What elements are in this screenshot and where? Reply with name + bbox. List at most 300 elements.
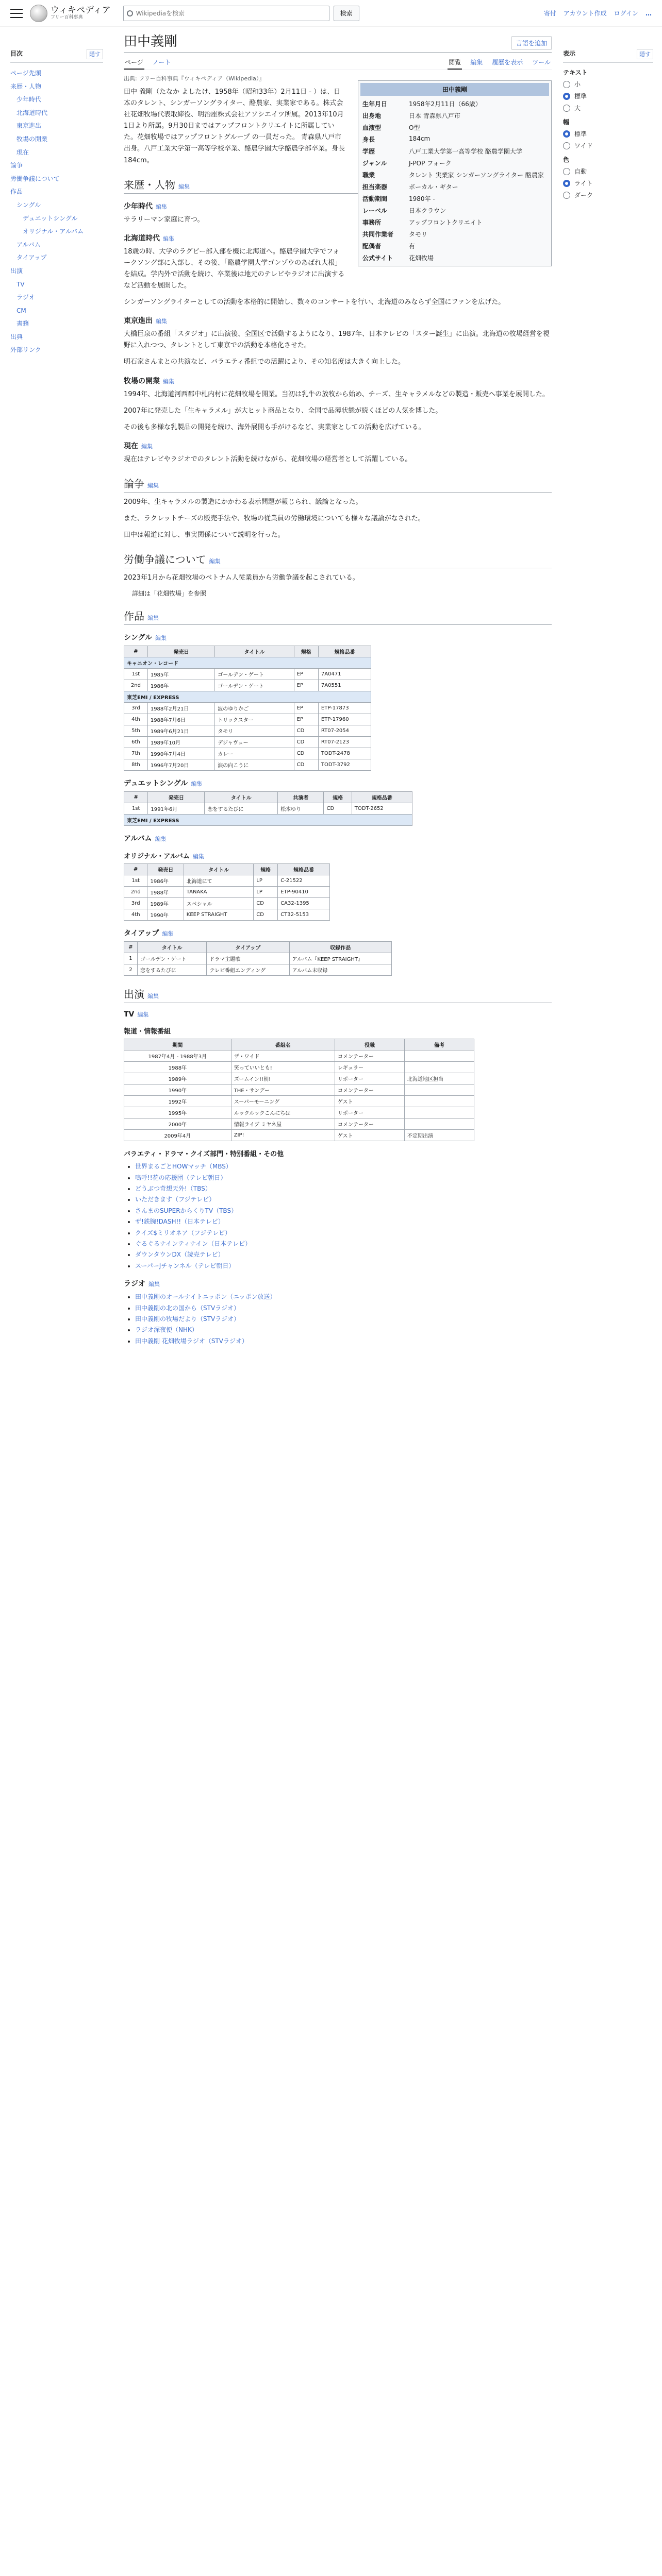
table-cell: 1990年 <box>124 1084 231 1096</box>
edit-link[interactable]: 編集 <box>147 482 159 489</box>
table-cell: 1996年7月20日 <box>147 759 214 771</box>
program-link[interactable]: ザ!鉄腕!DASH!!（日本テレビ） <box>135 1218 224 1226</box>
table-cell: LP <box>254 875 278 887</box>
band-row <box>124 815 412 826</box>
paragraph: 1994年、北海道河西郡中札内村に花畑牧場を開業。当初は乳牛の放牧から始め、チーズ、生キャラメルなどの製造・販売へ事業を展開した。 <box>124 390 549 398</box>
section-heading: 論争 編集 <box>124 476 552 493</box>
paragraph: 2023年1月から花畑牧場のベトナム人従業員から労働争議を起こされている。 <box>124 574 359 582</box>
column-header: タイトル <box>215 646 294 657</box>
infobox-value: 1958年2月11日（66歳） <box>409 100 482 108</box>
table-row <box>124 759 371 771</box>
table-row <box>124 953 392 964</box>
column-header: 番組名 <box>231 1039 335 1050</box>
program-link[interactable]: クイズ$ミリオネア（フジテレビ） <box>135 1229 231 1236</box>
program-link[interactable]: 田中義剛の牧場だより（STVラジオ） <box>135 1315 240 1323</box>
appearance-panel <box>563 49 653 202</box>
tab-read[interactable]: 閲覧 <box>448 56 462 70</box>
edit-link[interactable]: 編集 <box>148 1281 160 1288</box>
hamburger-menu-icon[interactable] <box>10 9 23 18</box>
table-row <box>124 1062 474 1073</box>
tab-history[interactable]: 履歴を表示 <box>492 59 523 66</box>
column-header: 収録作品 <box>289 942 391 953</box>
search-input[interactable] <box>136 10 326 17</box>
radio-list <box>124 1292 552 1346</box>
toc-item[interactable]: 論争 <box>10 162 23 170</box>
table-cell: 1991年6月 <box>148 803 205 815</box>
paragraph: また、ラクレットチーズの販売手法や、牧場の従業員の労働環境についても様々な議論がなされた。 <box>124 514 425 522</box>
page-title: 田中義剛 <box>124 34 178 49</box>
table-cell <box>404 1084 474 1096</box>
list-item <box>135 1261 552 1271</box>
infobox-row <box>360 216 549 228</box>
table-cell: 波のゆりかご <box>215 703 294 714</box>
table-cell: 不定期出演 <box>404 1130 474 1141</box>
subsection-heading: 北海道時代 編集 <box>124 234 174 243</box>
list-item <box>135 1228 552 1238</box>
login-link[interactable]: ログイン <box>614 10 638 17</box>
table-header-row <box>124 942 392 953</box>
subsection-heading: デュエットシングル 編集 <box>124 779 203 788</box>
table-cell: 3rd <box>124 703 148 714</box>
table-cell: RT07-2054 <box>318 725 371 737</box>
infobox-label: 公式サイト <box>362 255 393 262</box>
table-row <box>124 1096 474 1107</box>
table-cell: スペシャル <box>184 898 254 909</box>
infobox-label: 出身地 <box>362 112 382 120</box>
subsection-heading: ラジオ 編集 <box>124 1280 160 1289</box>
program-link[interactable]: 田中義剛 花畑牧場ラジオ（STVラジオ） <box>135 1337 248 1345</box>
list-item <box>135 1216 552 1227</box>
infobox-row <box>360 110 549 122</box>
subsection-heading: TV 編集 <box>124 1010 149 1019</box>
program-link[interactable]: 田中義剛のオールナイトニッポン（ニッポン放送） <box>135 1293 276 1301</box>
list-item <box>135 1292 552 1302</box>
toc-item[interactable]: デュエットシングル <box>23 214 78 222</box>
paragraph: 明石家さんまとの共演など、バラエティ番組での活躍により、その知名度は大きく向上した。 <box>124 358 405 366</box>
table-row <box>124 1107 474 1118</box>
radio-button-icon[interactable] <box>563 130 570 138</box>
table-row <box>124 748 371 759</box>
table-cell: 1986年 <box>147 875 184 887</box>
table-cell: 7A0551 <box>318 680 371 691</box>
edit-link[interactable]: 編集 <box>141 443 153 450</box>
infobox-row <box>360 181 549 193</box>
table-cell: ゲスト <box>335 1130 404 1141</box>
infobox-label: 生年月日 <box>362 100 388 108</box>
edit-link[interactable]: 編集 <box>155 635 167 642</box>
table-cell: CD <box>294 759 318 771</box>
search-button[interactable]: 検索 <box>334 6 359 21</box>
table-cell: 笑っていいとも! <box>231 1062 335 1073</box>
infobox-value: J-POP フォーク <box>409 160 452 167</box>
paragraph: シンガーソングライターとしての活動を本格的に開始し、数々のコンサートを行い、北海道のみならず全国にファンを広げた。 <box>124 298 505 307</box>
option-width_opts[interactable] <box>563 129 653 138</box>
edit-link[interactable]: 編集 <box>162 930 174 938</box>
toc-item[interactable]: 来歴・人物 <box>10 82 42 90</box>
table-cell: リポーター <box>335 1073 404 1084</box>
subsection-heading: 東京進出 編集 <box>124 317 167 326</box>
infobox-row <box>360 169 549 181</box>
band-row <box>124 691 371 703</box>
option-text_opts[interactable] <box>563 80 653 89</box>
appearance-title: 表示 <box>563 50 576 57</box>
list-item <box>135 1183 552 1194</box>
column-header: 発売日 <box>147 864 184 875</box>
edit-link[interactable]: 編集 <box>163 378 174 385</box>
table-cell: 松本ゆり <box>278 803 324 815</box>
program-link[interactable]: 世界まるごとHOWマッチ（MBS） <box>135 1163 232 1171</box>
table-header-row <box>124 1039 474 1050</box>
column-header: タイトル <box>205 792 278 803</box>
infobox-table <box>360 98 549 264</box>
column-header: タイアップ <box>207 942 289 953</box>
column-header: 共演者 <box>278 792 324 803</box>
toc-item[interactable]: ページ先頭 <box>10 70 41 77</box>
toc-item[interactable]: TV <box>16 280 25 288</box>
table-row <box>124 803 412 815</box>
infobox-title: 田中義剛 <box>360 83 549 96</box>
edit-link[interactable]: 編集 <box>137 1011 149 1019</box>
option-color_opts[interactable] <box>563 191 653 199</box>
infobox-row <box>360 205 549 216</box>
toc-item[interactable]: 東京進出 <box>16 122 42 130</box>
infobox-value: タモリ <box>409 231 428 238</box>
table-of-contents <box>10 49 103 357</box>
subsection-heading: タイアップ 編集 <box>124 929 174 938</box>
table-cell: 1985年 <box>147 669 214 680</box>
list-item <box>135 1303 552 1313</box>
subsection-heading: 牧場の開業 編集 <box>124 377 174 385</box>
table-cell: ゲスト <box>335 1096 404 1107</box>
table-cell: 2 <box>124 964 138 976</box>
tab-edit[interactable]: 編集 <box>470 59 483 66</box>
infobox-label: 事務所 <box>362 219 382 226</box>
table-row <box>124 1073 474 1084</box>
radio-button-icon[interactable] <box>563 180 570 187</box>
table-cell: 1988年7月6日 <box>147 714 214 725</box>
table-cell: 1989年10月 <box>147 737 214 748</box>
table-row <box>124 887 330 898</box>
radio-button-icon[interactable] <box>563 192 570 199</box>
table-row <box>124 703 371 714</box>
lead-paragraph: 田中 義剛（たなか よしたけ、1958年（昭和33年）2月11日 - ）は、日本のタレント、シンガーソングライター、酪農家、実業家である。株式会社花畑牧場代表取締役、明治座株式会社アソシエイツ所属。2013年10月1日より所属。9月30日まではアップフロントクリエイトに所属していた。花畑牧場ではアップフロントグループ の一員だった。 青森県八戸市出身。八戸工業大学第一高等学校卒業、酪農学園大学酪農学部卒業。身長184cm。 <box>124 88 345 164</box>
table-cell: CA32-1395 <box>278 898 330 909</box>
width-label: 幅 <box>563 118 570 126</box>
edit-link[interactable]: 編集 <box>147 615 159 622</box>
top-header <box>0 0 662 27</box>
infobox-value: 日本 青森県八戸市 <box>409 112 460 120</box>
column-header: 規格 <box>294 646 318 657</box>
table-cell <box>404 1118 474 1130</box>
list-item <box>135 1325 552 1335</box>
table-row <box>124 1118 474 1130</box>
site-logo[interactable] <box>30 5 111 22</box>
option-text_opts[interactable] <box>563 104 653 112</box>
duet-singles-table <box>124 791 412 826</box>
table-cell: スーパーモーニング <box>231 1096 335 1107</box>
paragraph: 田中は報道に対し、事実関係について説明を行った。 <box>124 531 285 539</box>
infobox-value: タレント 実業家 シンガーソングライター 酪農家 <box>409 172 544 179</box>
infobox-value: 日本クラウン <box>409 207 446 214</box>
toc-item[interactable]: CM <box>16 307 26 314</box>
table-cell: EP <box>294 680 318 691</box>
table-cell: ETP-17960 <box>318 714 371 725</box>
paragraph: 18歳の時、大学のラグビー部入部を機に北海道へ。酪農学園大学でフォークソング部に入部し、その後、「酪農学園大学ゴンゾウのあばれ大根」を結成。学内外で活動を続け、卒業後は地元のテレビやラジオに出演するなど活動を展開した。 <box>124 247 345 290</box>
radio-button-icon[interactable] <box>563 168 570 175</box>
radio-button-icon[interactable] <box>563 81 570 88</box>
table-cell: 1st <box>124 875 147 887</box>
table-cell: 2nd <box>124 887 147 898</box>
toc-item[interactable]: ラジオ <box>16 294 36 301</box>
article <box>124 31 552 1347</box>
toc-item[interactable]: 現在 <box>16 148 29 156</box>
list-item <box>135 1336 552 1346</box>
site-tagline: フリー百科事典 <box>51 14 83 20</box>
subsection-heading: 現在 編集 <box>124 442 153 450</box>
table-row <box>124 714 371 725</box>
label-band: 東芝EMI / EXPRESS <box>124 691 371 703</box>
appearance-hide-button[interactable]: 隠す <box>637 49 653 59</box>
paragraph: 大橋巨泉の番組「スタジオ」に出演後、全国区で活動するようになり、1987年、日本テレビの「スター誕生」に出演。北海道の牧場経営を視野に入れつつ、タレントとして東京での活動を本格化させた。 <box>124 330 550 350</box>
program-link[interactable]: ぐるぐるナインティナイン（日本テレビ） <box>135 1240 252 1247</box>
option-label: ライト <box>574 180 593 187</box>
infobox-row <box>360 240 549 252</box>
column-header: # <box>124 792 148 803</box>
edit-link[interactable]: 編集 <box>147 993 159 1000</box>
table-cell: EP <box>294 714 318 725</box>
toc-item[interactable]: タイアップ <box>16 254 47 262</box>
tieup-table <box>124 941 392 976</box>
toc-item[interactable]: 作品 <box>10 188 23 196</box>
variety-list <box>124 1161 552 1271</box>
table-cell: コメンテーター <box>335 1084 404 1096</box>
infobox-row <box>360 252 549 264</box>
table-cell: 4th <box>124 714 148 725</box>
table-cell: 2nd <box>124 680 148 691</box>
table-cell: 6th <box>124 737 148 748</box>
more-options-icon[interactable]: … <box>646 9 652 17</box>
edit-link[interactable]: 編集 <box>163 235 174 242</box>
toc-hide-button[interactable]: 隠す <box>87 49 103 59</box>
table-cell: 8th <box>124 759 148 771</box>
table-cell: 1989年6月21日 <box>147 725 214 737</box>
table-row <box>124 725 371 737</box>
program-link[interactable]: さんまのSUPERからくりTV（TBS） <box>135 1207 238 1214</box>
table-cell <box>404 1062 474 1073</box>
column-header: # <box>124 942 138 953</box>
table-cell: テレビ番組エンディング <box>207 964 289 976</box>
table-cell: 涙の向こうに <box>215 759 294 771</box>
edit-link[interactable]: 編集 <box>209 558 221 565</box>
add-language-button[interactable]: 言語を追加 <box>511 36 552 50</box>
option-label: 標準 <box>574 93 587 100</box>
program-link[interactable]: ラジオ深夜便（NHK） <box>135 1326 198 1334</box>
paragraph: 現在はテレビやラジオでのタレント活動を続けながら、花畑牧場の経営者として活躍している。 <box>124 455 412 463</box>
table-cell: CD <box>294 748 318 759</box>
subsection-heading: 少年時代 編集 <box>124 202 167 211</box>
donate-link[interactable]: 寄付 <box>543 10 556 17</box>
program-link[interactable]: どうぶつ奇想天外!（TBS） <box>135 1185 211 1193</box>
table-cell: TANAKA <box>184 887 254 898</box>
table-cell: ゴールデン・ゲート <box>215 680 294 691</box>
toc-item[interactable]: 書籍 <box>16 320 29 328</box>
column-header: 備考 <box>404 1039 474 1050</box>
paragraph: サラリーマン家庭に育つ。 <box>124 215 204 224</box>
table-cell: 恋をするたびに <box>137 964 206 976</box>
table-cell <box>404 1107 474 1118</box>
option-label: 大 <box>574 105 581 112</box>
see-also-note[interactable]: 詳細は「花畑牧場」を参照 <box>132 590 207 598</box>
table-row <box>124 1050 474 1062</box>
table-cell: タモリ <box>215 725 294 737</box>
toc-item[interactable]: 出演 <box>10 267 23 275</box>
table-cell: ゴールデン・ゲート <box>215 669 294 680</box>
table-cell: 1989年 <box>124 1073 231 1084</box>
table-cell: ドラマ主題歌 <box>207 953 289 964</box>
program-link[interactable]: 田中義剛の北の国から（STVラジオ） <box>135 1304 240 1312</box>
infobox-row <box>360 228 549 240</box>
table-cell: 4th <box>124 909 147 921</box>
table-cell: 北海道にて <box>184 875 254 887</box>
table-cell: C-21522 <box>278 875 330 887</box>
infobox-row <box>360 193 549 205</box>
column-header: 発売日 <box>148 792 205 803</box>
edit-link[interactable]: 編集 <box>156 203 167 210</box>
edit-link[interactable]: 編集 <box>156 318 167 325</box>
edit-link[interactable]: 編集 <box>192 853 204 860</box>
section-heading: 来歴・人物 編集 <box>124 177 552 194</box>
tab-talk[interactable]: ノート <box>152 59 171 66</box>
table-cell <box>404 1096 474 1107</box>
radio-button-icon[interactable] <box>563 142 570 149</box>
list-item <box>135 1206 552 1216</box>
list-item <box>135 1314 552 1324</box>
list-item <box>135 1249 552 1260</box>
table-cell: CT32-5153 <box>278 909 330 921</box>
option-text_opts[interactable] <box>563 92 653 100</box>
table-cell: ETP-17873 <box>318 703 371 714</box>
subsection-heading: 報道・情報番組 <box>124 1028 171 1036</box>
label-band: キャニオン・レコード <box>124 657 371 669</box>
table-row <box>124 909 330 921</box>
radio-button-icon[interactable] <box>563 93 570 100</box>
program-link[interactable]: スーパーJチャンネル（テレビ朝日） <box>135 1262 235 1269</box>
infobox-value: 1980年 - <box>409 195 435 202</box>
table-row <box>124 964 392 976</box>
edit-link[interactable]: 編集 <box>191 781 203 788</box>
table-cell: コメンテーター <box>335 1118 404 1130</box>
paragraph: その後も多様な乳製品の開発を続け、海外展開も手がけるなど、実業家としての活動を広げている。 <box>124 423 425 431</box>
table-header-row <box>124 864 330 875</box>
table-cell: 1986年 <box>147 680 214 691</box>
option-width_opts[interactable] <box>563 141 653 150</box>
infobox-label: 学歴 <box>362 148 375 155</box>
table-cell: THE・サンデー <box>231 1084 335 1096</box>
table-cell: 1990年7月4日 <box>147 748 214 759</box>
toc-item[interactable]: 外部リンク <box>10 346 41 354</box>
program-link[interactable]: 嗚呼!!花の応援団（テレビ朝日） <box>135 1174 227 1181</box>
table-cell: コメンテーター <box>335 1050 404 1062</box>
edit-link[interactable]: 編集 <box>155 836 167 843</box>
table-row <box>124 1130 474 1141</box>
table-cell: TODT-2478 <box>318 748 371 759</box>
toc-item[interactable]: 牧場の開業 <box>16 135 48 143</box>
table-row <box>124 875 330 887</box>
table-header-row <box>124 646 371 657</box>
list-item <box>135 1194 552 1205</box>
infobox-value: O型 <box>409 124 420 131</box>
infobox-label: ジャンル <box>362 160 387 167</box>
table-cell: 1988年 <box>124 1062 231 1073</box>
infobox-row <box>360 145 549 157</box>
column-header: 期間 <box>124 1039 231 1050</box>
infobox-value: 花畑牧場 <box>409 255 434 262</box>
toc-item[interactable]: 出典 <box>10 333 23 341</box>
table-cell: 3rd <box>124 898 147 909</box>
column-header: 発売日 <box>147 646 214 657</box>
infobox-row <box>360 157 549 169</box>
toc-item[interactable]: 労働争議について <box>10 175 60 182</box>
toc-item[interactable]: アルバム <box>16 241 41 248</box>
option-color_opts[interactable] <box>563 167 653 176</box>
paragraph: 2009年、生キャラメルの製造にかかわる表示問題が報じられ、議論となった。 <box>124 498 362 506</box>
table-cell: カレー <box>215 748 294 759</box>
infobox-label: 身長 <box>362 136 375 143</box>
column-header: 役職 <box>335 1039 404 1050</box>
tab-page[interactable]: ページ <box>124 56 144 70</box>
toc-item[interactable]: 北海道時代 <box>16 109 48 116</box>
section-heading: 労働争議について 編集 <box>124 551 552 568</box>
column-header: # <box>124 646 148 657</box>
table-cell: 1992年 <box>124 1096 231 1107</box>
color-label: 色 <box>563 156 570 163</box>
table-cell: 1995年 <box>124 1107 231 1118</box>
infobox-value: 八戸工業大学第一高等学校 酪農学園大学 <box>409 148 522 155</box>
table-header-row <box>124 792 412 803</box>
table-cell: CD <box>294 737 318 748</box>
table-cell: CD <box>294 725 318 737</box>
table-cell: 1987年4月 - 1988年3月 <box>124 1050 231 1062</box>
option-color_opts[interactable] <box>563 179 653 188</box>
program-link[interactable]: いただきます（フジテレビ） <box>135 1196 216 1204</box>
table-cell <box>404 1050 474 1062</box>
wikipedia-globe-icon <box>30 5 47 22</box>
toc-item[interactable]: 少年時代 <box>16 96 42 104</box>
option-label: ワイド <box>574 142 593 149</box>
tab-tools[interactable]: ツール <box>532 59 551 66</box>
table-cell: ゴールデン・ゲート <box>137 953 206 964</box>
radio-button-icon[interactable] <box>563 105 570 112</box>
column-header: 規格品番 <box>352 792 412 803</box>
singles-table <box>124 646 371 771</box>
create-account-link[interactable]: アカウント作成 <box>563 10 607 17</box>
infobox-label: 職業 <box>362 172 375 179</box>
toc-item[interactable]: オリジナル・アルバム <box>23 228 84 235</box>
table-cell: ザ・ワイド <box>231 1050 335 1062</box>
table-cell: KEEP STRAIGHT <box>184 909 254 921</box>
source-note: 出典: フリー百科事典『ウィキペディア（Wikipedia）』 <box>124 75 265 82</box>
table-cell: EP <box>294 669 318 680</box>
list-item <box>135 1239 552 1249</box>
toc-item[interactable]: シングル <box>16 201 41 209</box>
search-box[interactable] <box>123 6 329 21</box>
subsection-heading: バラエティ・ドラマ・クイズ部門・特別番組・その他 <box>124 1150 284 1159</box>
option-label: 自動 <box>574 168 587 175</box>
edit-link[interactable]: 編集 <box>178 183 190 190</box>
text-size-label: テキスト <box>563 69 588 76</box>
program-link[interactable]: ダウンタウンDX（読売テレビ） <box>135 1251 224 1259</box>
infobox-row <box>360 133 549 145</box>
